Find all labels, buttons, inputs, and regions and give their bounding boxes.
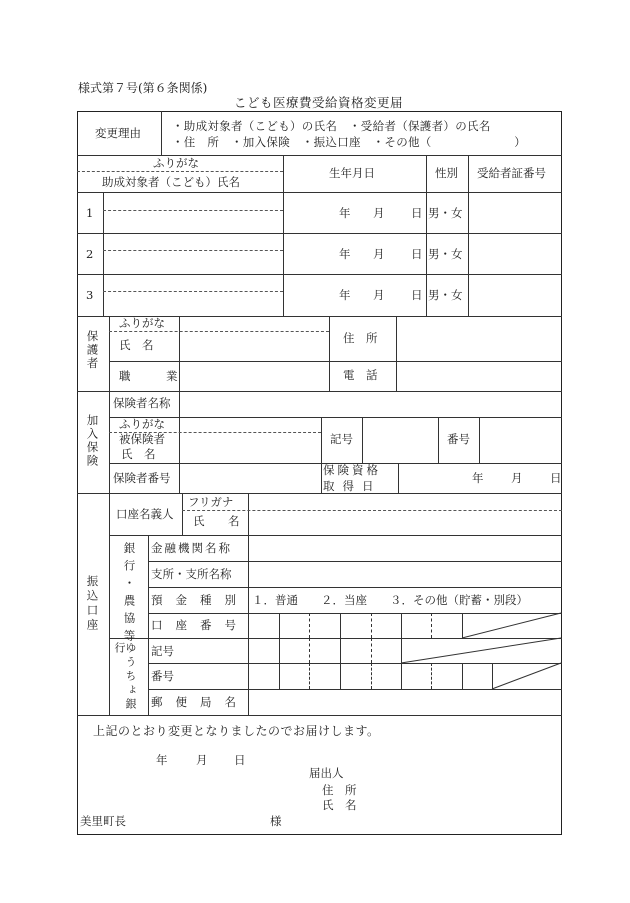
deposit-type-label: 預金種別 bbox=[151, 593, 249, 607]
applicant-label: 届出人 bbox=[309, 766, 344, 780]
acquisition-date-label: 取得日 bbox=[323, 479, 382, 493]
insurance-symbol-label: 記号 bbox=[330, 432, 353, 446]
insurance-section-label: 加入保険 bbox=[85, 414, 100, 468]
day-text: 日 bbox=[550, 471, 562, 485]
form-number: 様式第７号(第６条関係) bbox=[78, 81, 208, 95]
certificate-number-label: 受給者証番号 bbox=[477, 166, 546, 180]
year-text: 年 bbox=[339, 206, 351, 220]
form-title: こども医療費受給資格変更届 bbox=[234, 95, 404, 110]
month-text: 月 bbox=[373, 206, 385, 220]
date-month: 月 bbox=[196, 753, 208, 767]
account-kana-label: フリガナ bbox=[188, 495, 234, 509]
yucho-symbol-label: 記号 bbox=[151, 644, 174, 658]
reason-label: 変更理由 bbox=[95, 126, 141, 140]
account-name-label: 氏 名 bbox=[193, 514, 246, 528]
bank-section-label: 振込口座 bbox=[85, 575, 100, 633]
guardian-phone-label: 電 話 bbox=[343, 368, 378, 382]
guardian-name-label: 氏 名 bbox=[119, 338, 154, 352]
account-holder-label: 口座名義人 bbox=[116, 507, 174, 521]
post-office-label: 郵便局名 bbox=[151, 695, 249, 709]
yucho-number-label: 番号 bbox=[151, 669, 174, 683]
date-day: 日 bbox=[234, 753, 246, 767]
month-text: 月 bbox=[511, 471, 523, 485]
yucho-bank-label: ゆうちょ銀行 bbox=[113, 642, 137, 712]
guardian-section-label: 保護者 bbox=[85, 330, 100, 371]
addressee: 美里町長 bbox=[80, 814, 126, 828]
deposit-type-options[interactable]: １．普通 ２．当座 ３．その他（貯蓄・別段） bbox=[252, 593, 528, 607]
date-year: 年 bbox=[156, 753, 168, 767]
applicant-address-label: 住 所 bbox=[322, 783, 357, 797]
year-text: 年 bbox=[472, 471, 484, 485]
sex-options[interactable]: 男・女 bbox=[428, 206, 463, 220]
submission-statement: 上記のとおり変更となりましたのでお届けします。 bbox=[93, 724, 380, 738]
account-number-label: 口座番号 bbox=[151, 618, 249, 632]
honorific: 様 bbox=[270, 814, 282, 828]
day-text: 日 bbox=[411, 247, 423, 261]
subject-name-label: 助成対象者（こども）氏名 bbox=[102, 175, 240, 189]
year-text: 年 bbox=[339, 288, 351, 302]
day-text: 日 bbox=[411, 288, 423, 302]
row-number: 2 bbox=[86, 247, 94, 261]
insurer-number-label: 保険者番号 bbox=[113, 471, 171, 485]
insured-furigana-label: ふりがな bbox=[119, 417, 165, 431]
insurance-number-label: 番号 bbox=[447, 432, 470, 446]
insurer-name-label: 保険者名称 bbox=[113, 396, 171, 410]
applicant-name-label: 氏 名 bbox=[322, 798, 357, 812]
day-text: 日 bbox=[411, 206, 423, 220]
guardian-occupation-label: 職 業 bbox=[119, 369, 190, 383]
sex-options[interactable]: 男・女 bbox=[428, 247, 463, 261]
reason-options-line1: ・助成対象者（こども）の氏名 ・受給者（保護者）の氏名 bbox=[172, 119, 491, 133]
qualification-label: 保険資格 bbox=[323, 463, 381, 477]
guardian-address-label: 住 所 bbox=[343, 331, 378, 345]
bank-group-label: 銀行・農協等 bbox=[122, 542, 137, 647]
insured-label: 被保険者 bbox=[119, 432, 165, 446]
branch-name-label: 支所・支所名称 bbox=[151, 567, 232, 581]
sex-label: 性別 bbox=[435, 166, 458, 180]
sex-options[interactable]: 男・女 bbox=[428, 288, 463, 302]
insured-name-label: 氏 名 bbox=[121, 447, 156, 461]
birthdate-label: 生年月日 bbox=[329, 166, 375, 180]
year-text: 年 bbox=[339, 247, 351, 261]
reason-options-line2: ・住 所 ・加入保険 ・振込口座 ・その他（ ） bbox=[172, 135, 526, 149]
month-text: 月 bbox=[373, 288, 385, 302]
row-number: 1 bbox=[86, 206, 94, 220]
row-number: 3 bbox=[86, 288, 94, 302]
subject-furigana-label: ふりがな bbox=[153, 156, 199, 170]
institution-name-label: 金融機関名称 bbox=[151, 541, 232, 555]
guardian-furigana-label: ふりがな bbox=[119, 316, 165, 330]
month-text: 月 bbox=[373, 247, 385, 261]
